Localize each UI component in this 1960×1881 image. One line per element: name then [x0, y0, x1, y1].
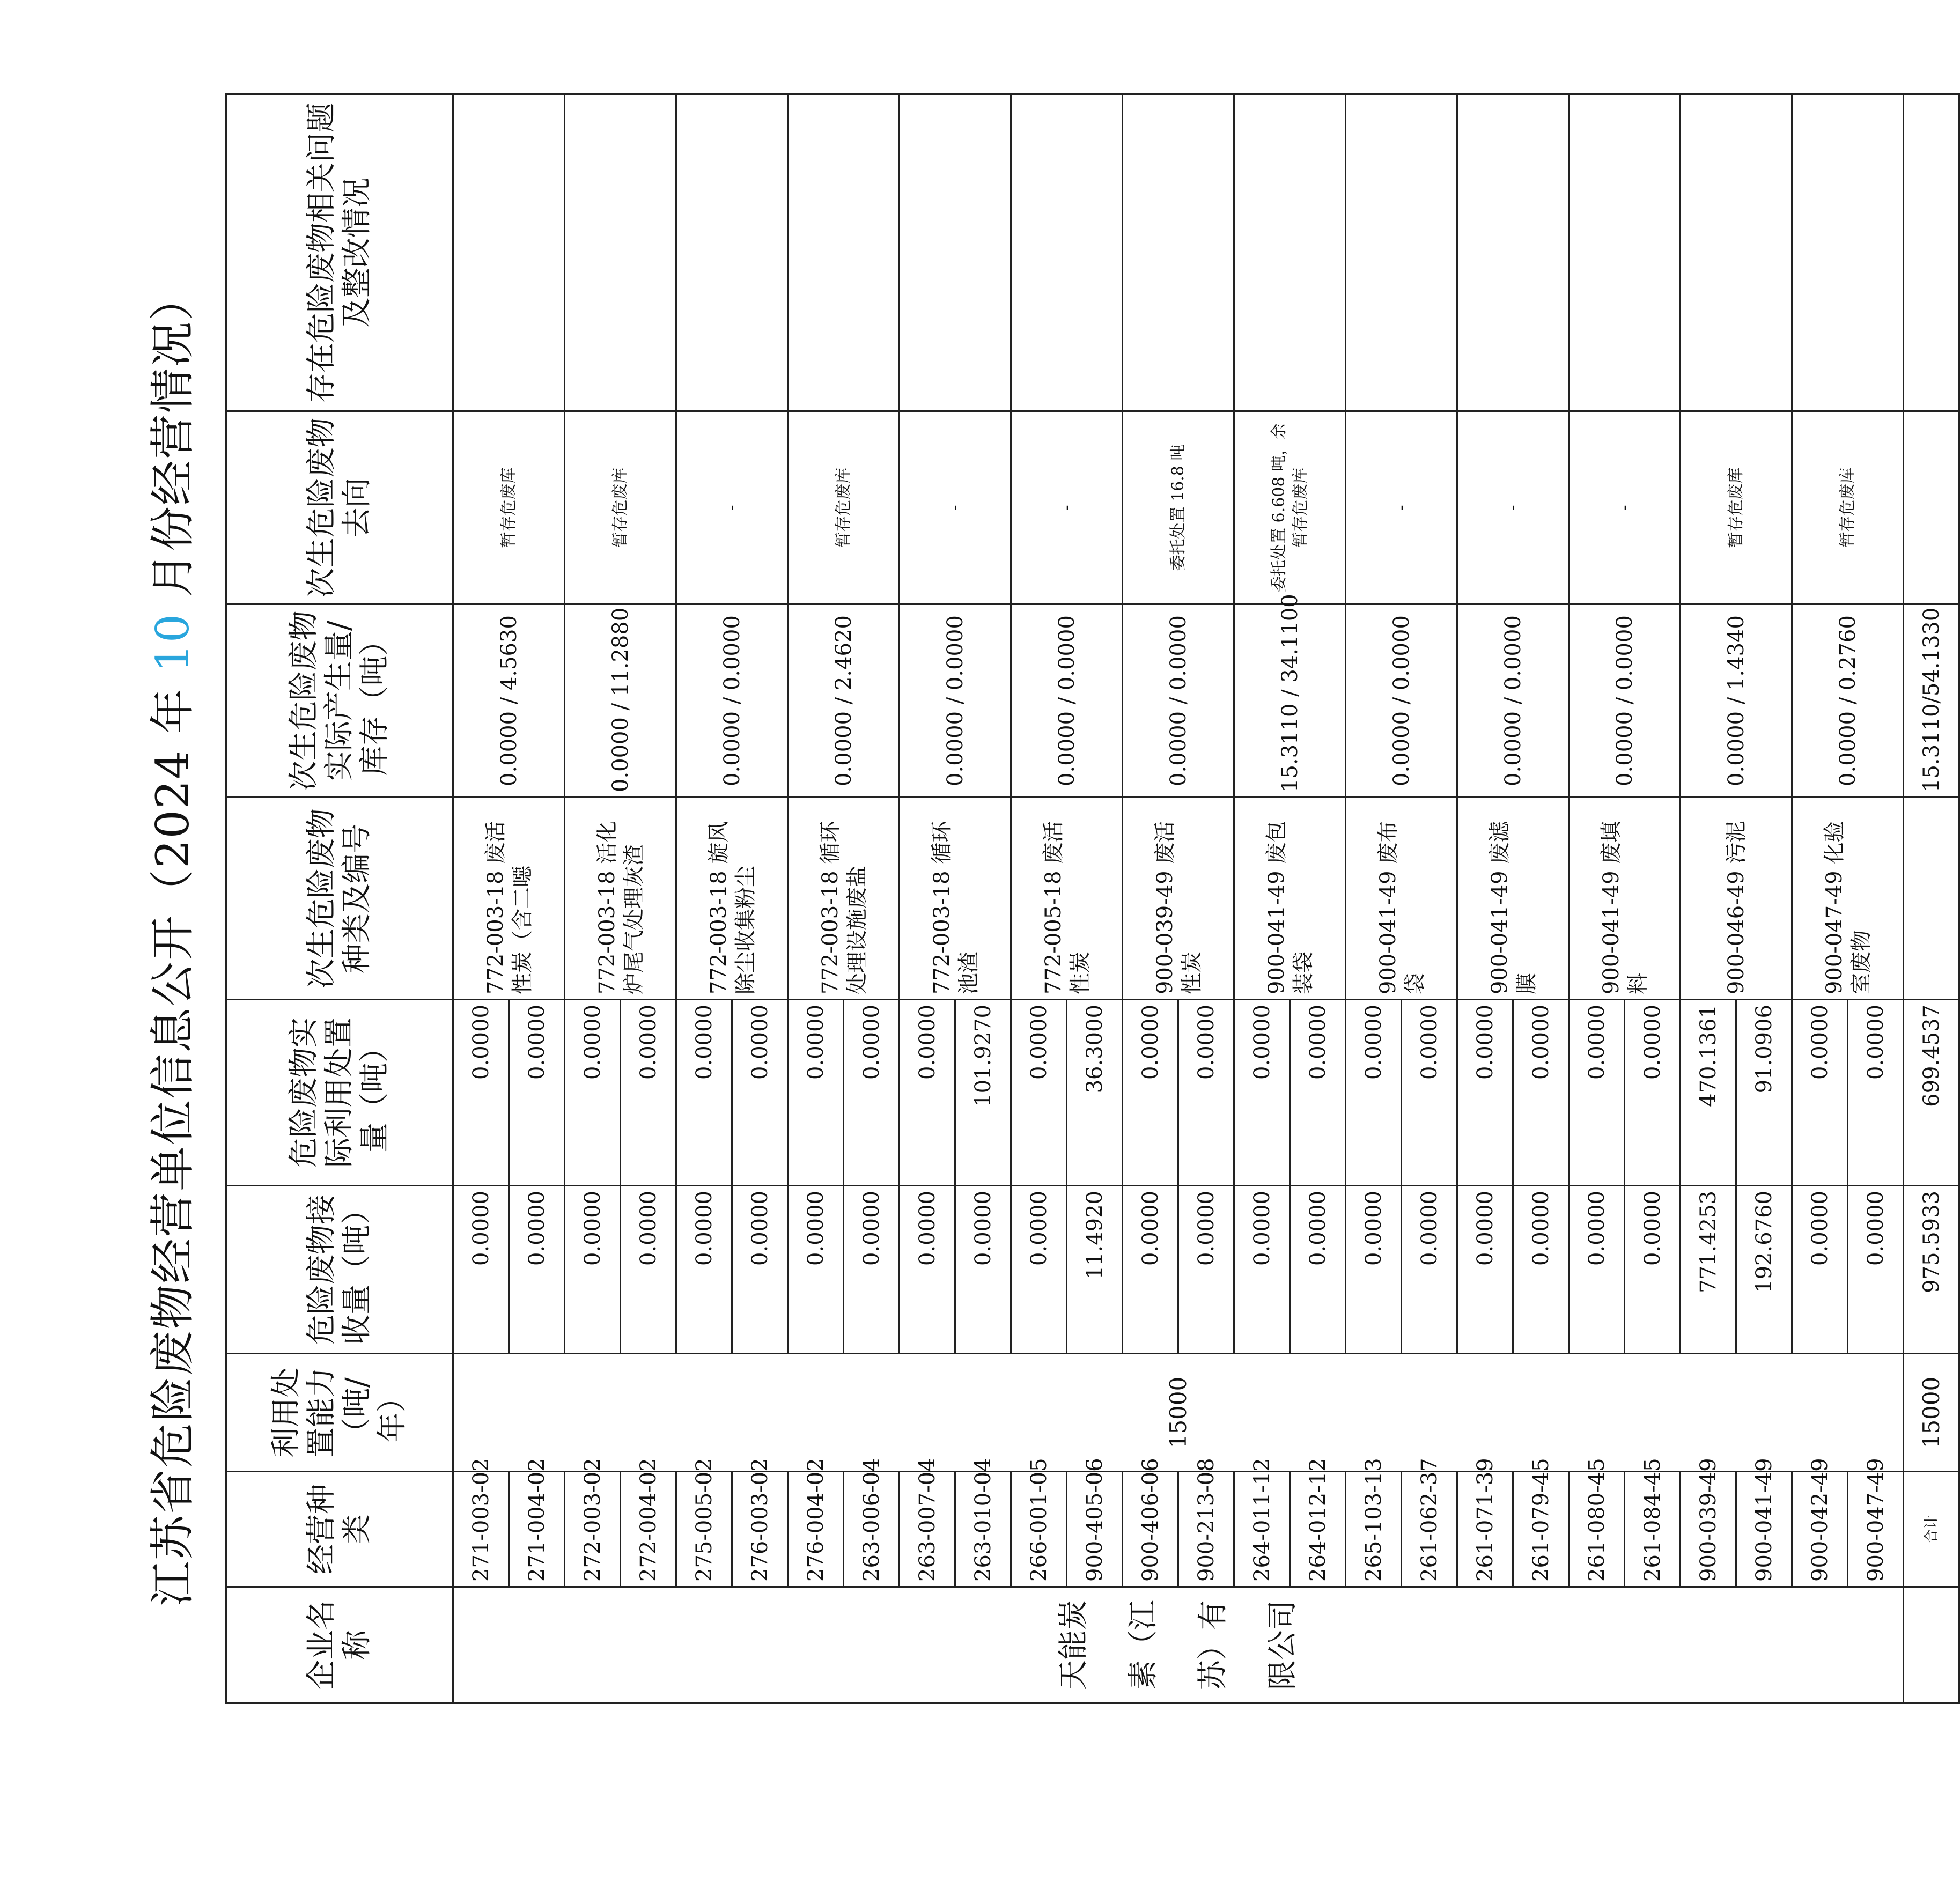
waste-code: 275-005-02 [676, 1472, 732, 1587]
secondary-waste-amount: 0.0000 / 1.4340 [1681, 604, 1792, 798]
received-value: 0.0000 [955, 1186, 1011, 1354]
secondary-waste-destination: 暂存危废库 [1681, 411, 1792, 604]
secondary-waste-amount: 15.3110 / 34.1100 [1234, 604, 1346, 798]
received-value: 0.0000 [1011, 1186, 1067, 1354]
issues-cell [453, 94, 565, 411]
total-empty-cell [1904, 1587, 1959, 1703]
received-value: 0.0000 [844, 1186, 900, 1354]
disposed-value: 0.0000 [621, 1000, 676, 1186]
header-company: 企业名称 [226, 1587, 453, 1703]
received-value: 0.0000 [900, 1186, 955, 1354]
issues-cell [1346, 94, 1457, 411]
issues-cell [1569, 94, 1681, 411]
issues-cell [900, 94, 1011, 411]
waste-code: 900-042-49 [1792, 1472, 1848, 1587]
secondary-waste-amount: 0.0000 / 0.0000 [1123, 604, 1234, 798]
disposed-value: 0.0000 [1234, 1000, 1290, 1186]
waste-code: 900-213-08 [1178, 1472, 1234, 1587]
secondary-waste-type: 900-041-49 废填料 [1569, 798, 1681, 1000]
disposed-value: 0.0000 [1625, 1000, 1681, 1186]
disposed-value: 0.0000 [1123, 1000, 1178, 1186]
secondary-waste-type: 772-003-18 活化炉尾气处理灰渣 [565, 798, 676, 1000]
waste-code: 900-405-06 [1067, 1472, 1123, 1587]
waste-code: 261-080-45 [1569, 1472, 1625, 1587]
disposed-value: 0.0000 [1402, 1000, 1457, 1186]
secondary-waste-type: 772-005-18 废活性炭 [1011, 798, 1123, 1000]
header-issues: 存在危险废物相关问题及整改情况 [226, 94, 453, 411]
secondary-waste-destination: 委托处置 16.8 吨 [1123, 411, 1234, 604]
disposed-value: 36.3000 [1067, 1000, 1123, 1186]
disposed-value: 0.0000 [844, 1000, 900, 1186]
header-secondary-type: 次生危险废物种类及编号 [226, 798, 453, 1000]
header-disposed: 危险废物实际利用处置量（吨） [226, 1000, 453, 1186]
received-value: 0.0000 [1402, 1186, 1457, 1354]
received-value: 0.0000 [1457, 1186, 1513, 1354]
received-value: 0.0000 [1625, 1186, 1681, 1354]
total-issues-empty [1904, 94, 1959, 411]
waste-code: 276-003-02 [732, 1472, 788, 1587]
total-received: 975.5933 [1904, 1186, 1959, 1354]
secondary-waste-type: 900-041-49 废滤膜 [1457, 798, 1569, 1000]
secondary-waste-destination: 暂存危废库 [1792, 411, 1904, 604]
capacity-value: 15000 [453, 1354, 1904, 1472]
disposed-value: 0.0000 [1011, 1000, 1067, 1186]
secondary-waste-type: 772-003-18 旋风除尘收集粉尘 [676, 798, 788, 1000]
secondary-waste-type: 900-039-49 废活性炭 [1123, 798, 1234, 1000]
total-dest-empty [1904, 411, 1959, 604]
waste-code: 900-406-06 [1123, 1472, 1178, 1587]
issues-cell [1234, 94, 1346, 411]
waste-code: 272-003-02 [565, 1472, 621, 1587]
secondary-waste-amount: 0.0000 / 2.4620 [788, 604, 900, 798]
header-code: 经营种类 [226, 1472, 453, 1587]
issues-cell [1123, 94, 1234, 411]
secondary-waste-destination: 委托处置 6.608 吨，余暂存危废库 [1234, 411, 1346, 604]
received-value: 0.0000 [1123, 1186, 1178, 1354]
disposed-value: 0.0000 [509, 1000, 565, 1186]
waste-code: 266-001-05 [1011, 1472, 1067, 1587]
waste-operations-table [225, 93, 1960, 1704]
received-value: 0.0000 [732, 1186, 788, 1354]
issues-cell [1792, 94, 1904, 411]
company-name: 天能炭素（江苏）有限公司 [453, 1587, 1904, 1703]
secondary-waste-amount: 0.0000 / 0.2760 [1792, 604, 1904, 798]
secondary-waste-type: 772-003-18 循环处理设施废盐 [788, 798, 900, 1000]
total-capacity: 15000 [1904, 1354, 1959, 1472]
received-value: 0.0000 [1513, 1186, 1569, 1354]
waste-code: 264-012-12 [1290, 1472, 1346, 1587]
issues-cell [565, 94, 676, 411]
title-prefix: 江苏省危险废物经营单位信息公开（2024 年 [146, 672, 199, 1606]
secondary-waste-type: 900-047-49 化验室废物 [1792, 798, 1904, 1000]
received-value: 0.0000 [676, 1186, 732, 1354]
secondary-waste-destination: - [1457, 411, 1569, 604]
disposed-value: 0.0000 [1346, 1000, 1402, 1186]
secondary-waste-type: 900-041-49 废布袋 [1346, 798, 1457, 1000]
waste-code: 264-011-12 [1234, 1472, 1290, 1587]
issues-cell [1681, 94, 1792, 411]
disposed-value: 101.9270 [955, 1000, 1011, 1186]
received-value: 192.6760 [1736, 1186, 1792, 1354]
issues-cell [788, 94, 900, 411]
received-value: 0.0000 [621, 1186, 676, 1354]
secondary-waste-destination: - [1569, 411, 1681, 604]
header-row [226, 94, 453, 1703]
header-secondary-dest: 次生危险废物去向 [226, 411, 453, 604]
waste-code: 900-041-49 [1736, 1472, 1792, 1587]
disposed-value: 0.0000 [565, 1000, 621, 1186]
secondary-waste-type: 900-046-49 污泥 [1681, 798, 1792, 1000]
waste-code: 900-039-49 [1681, 1472, 1736, 1587]
title-suffix: 月份经营情况） [146, 275, 199, 613]
total-label: 合计 [1904, 1472, 1959, 1587]
waste-code: 271-004-02 [509, 1472, 565, 1587]
header-received: 危险废物接收量（吨） [226, 1186, 453, 1354]
waste-code: 261-084-45 [1625, 1472, 1681, 1587]
header-secondary-amount: 次生危险废物实际产生量/库存（吨） [226, 604, 453, 798]
received-value: 0.0000 [1234, 1186, 1290, 1354]
disposed-value: 0.0000 [676, 1000, 732, 1186]
disposed-value: 0.0000 [788, 1000, 844, 1186]
secondary-waste-amount: 0.0000 / 0.0000 [676, 604, 788, 798]
secondary-waste-amount: 0.0000 / 11.2880 [565, 604, 676, 798]
waste-code: 276-004-02 [788, 1472, 844, 1587]
received-value: 0.0000 [788, 1186, 844, 1354]
secondary-waste-amount: 0.0000 / 0.0000 [1457, 604, 1569, 798]
secondary-waste-amount: 0.0000 / 0.0000 [1346, 604, 1457, 798]
secondary-waste-type: 772-003-18 废活性炭（含二噁 [453, 798, 565, 1000]
secondary-waste-destination: - [900, 411, 1011, 604]
received-value: 0.0000 [453, 1186, 509, 1354]
secondary-waste-destination: - [1346, 411, 1457, 604]
secondary-waste-type: 900-041-49 废包装袋 [1234, 798, 1346, 1000]
disposed-value: 0.0000 [732, 1000, 788, 1186]
waste-code: 261-079-45 [1513, 1472, 1569, 1587]
received-value: 771.4253 [1681, 1186, 1736, 1354]
waste-code: 271-003-02 [453, 1472, 509, 1587]
secondary-waste-type: 772-003-18 循环池渣 [900, 798, 1011, 1000]
disposed-value: 0.0000 [1457, 1000, 1513, 1186]
disposed-value: 0.0000 [1792, 1000, 1848, 1186]
total-disposed: 699.4537 [1904, 1000, 1959, 1186]
disposed-value: 0.0000 [1178, 1000, 1234, 1186]
secondary-waste-destination: - [1011, 411, 1123, 604]
waste-code: 265-103-13 [1346, 1472, 1402, 1587]
secondary-waste-destination: - [676, 411, 788, 604]
received-value: 0.0000 [1346, 1186, 1402, 1354]
secondary-waste-destination: 暂存危废库 [565, 411, 676, 604]
received-value: 0.0000 [1290, 1186, 1346, 1354]
disposed-value: 0.0000 [453, 1000, 509, 1186]
issues-cell [1457, 94, 1569, 411]
title-month: 10 [146, 613, 199, 673]
secondary-waste-amount: 0.0000 / 0.0000 [900, 604, 1011, 798]
waste-code: 900-047-49 [1848, 1472, 1904, 1587]
received-value: 11.4920 [1067, 1186, 1123, 1354]
waste-code: 261-071-39 [1457, 1472, 1513, 1587]
disposed-value: 470.1361 [1681, 1000, 1736, 1186]
received-value: 0.0000 [509, 1186, 565, 1354]
table-row [453, 94, 509, 1703]
secondary-waste-destination: 暂存危废库 [453, 411, 565, 604]
total-type-empty [1904, 798, 1959, 1000]
received-value: 0.0000 [1848, 1186, 1904, 1354]
total-row [1904, 94, 1959, 1703]
secondary-waste-amount: 0.0000 / 0.0000 [1569, 604, 1681, 798]
received-value: 0.0000 [1792, 1186, 1848, 1354]
waste-code: 261-062-37 [1402, 1472, 1457, 1587]
disposed-value: 91.0906 [1736, 1000, 1792, 1186]
header-capacity: 利用处置能力（吨/年） [226, 1354, 453, 1472]
waste-code: 272-004-02 [621, 1472, 676, 1587]
disposed-value: 0.0000 [1290, 1000, 1346, 1186]
issues-cell [676, 94, 788, 411]
page-title [137, 107, 202, 1774]
secondary-waste-destination: 暂存危废库 [788, 411, 900, 604]
disposed-value: 0.0000 [1513, 1000, 1569, 1186]
received-value: 0.0000 [1569, 1186, 1625, 1354]
waste-code: 263-007-04 [900, 1472, 955, 1587]
waste-code: 263-006-04 [844, 1472, 900, 1587]
issues-cell [1011, 94, 1123, 411]
secondary-waste-amount: 0.0000 / 0.0000 [1011, 604, 1123, 798]
disposed-value: 0.0000 [900, 1000, 955, 1186]
disposed-value: 0.0000 [1569, 1000, 1625, 1186]
received-value: 0.0000 [565, 1186, 621, 1354]
waste-code: 263-010-04 [955, 1472, 1011, 1587]
secondary-waste-amount: 0.0000 / 4.5630 [453, 604, 565, 798]
total-secondary-amount: 15.3110/54.1330 [1904, 604, 1959, 798]
disposed-value: 0.0000 [1848, 1000, 1904, 1186]
received-value: 0.0000 [1178, 1186, 1234, 1354]
